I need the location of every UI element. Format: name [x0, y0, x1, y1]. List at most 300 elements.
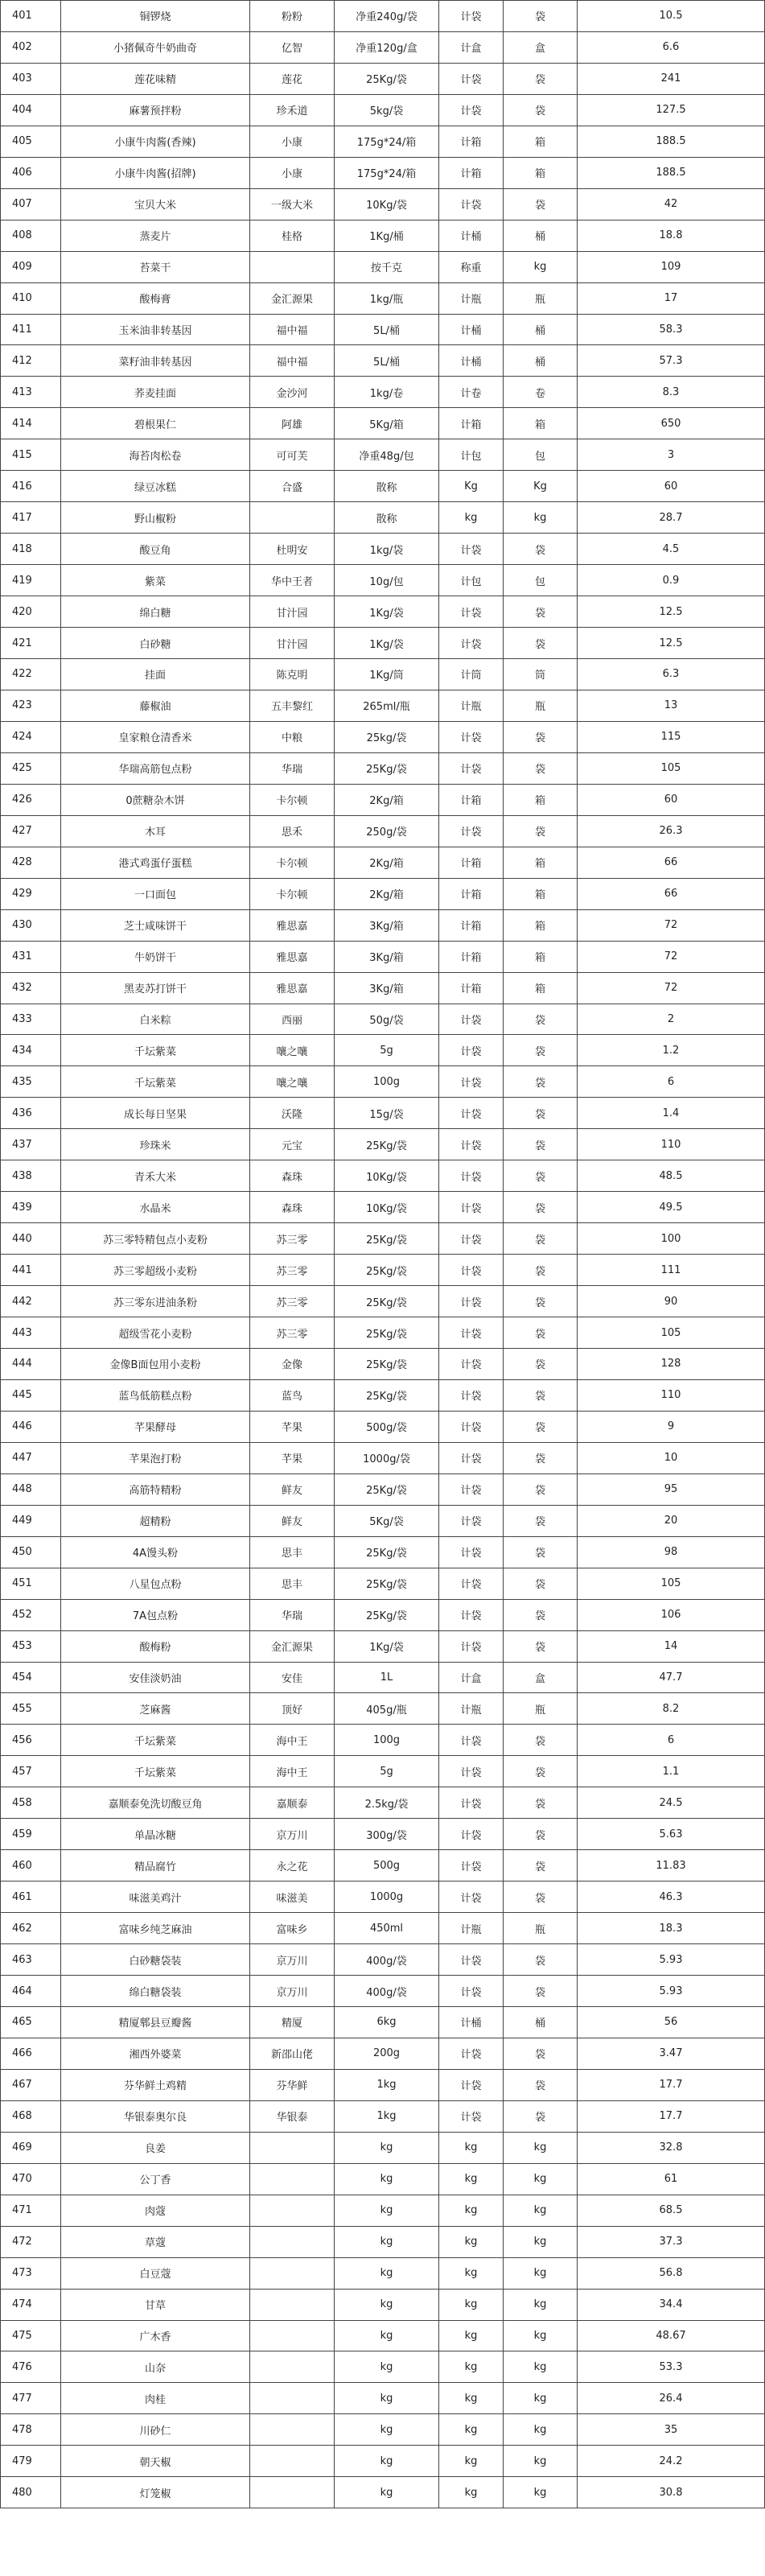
item-price: 34.4 [578, 2289, 765, 2320]
item-number: 401 [1, 1, 61, 32]
item-measure: 计袋 [439, 1850, 504, 1882]
item-name: 玉米油非转基因 [61, 314, 250, 345]
item-number: 434 [1, 1035, 61, 1066]
table-row [1, 2383, 765, 2414]
item-name: 荞麦挂面 [61, 377, 250, 408]
item-spec: 5kg/袋 [335, 94, 439, 126]
item-price: 105 [578, 1568, 765, 1599]
item-name: 水晶米 [61, 1192, 250, 1223]
item-brand: 永之花 [250, 1850, 335, 1882]
item-brand: 一级大米 [250, 188, 335, 220]
item-spec: 200g [335, 2038, 439, 2069]
item-brand: 卡尔顿 [250, 878, 335, 909]
item-price: 12.5 [578, 596, 765, 628]
item-unit: 瓶 [504, 690, 578, 721]
item-price: 14 [578, 1630, 765, 1662]
item-brand [250, 2163, 335, 2195]
table-row [1, 2257, 765, 2289]
item-unit: kg [504, 502, 578, 534]
item-measure: 计袋 [439, 2038, 504, 2069]
item-measure: 计箱 [439, 784, 504, 815]
item-brand: 森珠 [250, 1160, 335, 1192]
item-brand [250, 2320, 335, 2351]
item-brand: 鲜友 [250, 1473, 335, 1505]
item-number: 446 [1, 1411, 61, 1442]
item-unit: kg [504, 2477, 578, 2508]
item-brand: 芊果 [250, 1442, 335, 1473]
item-brand: 五丰黎红 [250, 690, 335, 721]
item-spec: 25Kg/袋 [335, 1255, 439, 1286]
table-row [1, 878, 765, 909]
item-number: 416 [1, 471, 61, 502]
item-number: 428 [1, 847, 61, 878]
item-name: 川砂仁 [61, 2414, 250, 2446]
item-unit: 袋 [504, 63, 578, 94]
item-name: 珍珠米 [61, 1129, 250, 1160]
item-name: 苏三零超级小麦粉 [61, 1255, 250, 1286]
item-name: 公丁香 [61, 2163, 250, 2195]
item-price: 3 [578, 439, 765, 471]
table-row [1, 1756, 765, 1787]
item-unit: 袋 [504, 1160, 578, 1192]
item-unit: 袋 [504, 1192, 578, 1223]
item-number: 470 [1, 2163, 61, 2195]
table-row [1, 377, 765, 408]
item-brand: 苏三零 [250, 1223, 335, 1255]
table-row [1, 1223, 765, 1255]
item-price: 47.7 [578, 1662, 765, 1693]
item-name: 绿豆冰糕 [61, 471, 250, 502]
item-price: 4.5 [578, 534, 765, 565]
table-row [1, 534, 765, 565]
item-number: 454 [1, 1662, 61, 1693]
item-brand: 华中王者 [250, 565, 335, 596]
item-number: 429 [1, 878, 61, 909]
item-name: 精品腐竹 [61, 1850, 250, 1882]
item-name: 白豆蔻 [61, 2257, 250, 2289]
table-row [1, 63, 765, 94]
item-price: 17.7 [578, 2069, 765, 2100]
item-price: 18.8 [578, 220, 765, 251]
item-spec: 1kg [335, 2069, 439, 2100]
item-name: 小康牛肉酱(香辣) [61, 126, 250, 157]
item-unit: 袋 [504, 752, 578, 784]
item-number: 436 [1, 1098, 61, 1129]
item-price: 48.5 [578, 1160, 765, 1192]
item-brand [250, 2383, 335, 2414]
item-brand: 雅思嘉 [250, 972, 335, 1004]
item-spec: 500g/袋 [335, 1411, 439, 1442]
item-spec: 25kg/袋 [335, 721, 439, 752]
item-spec: 2Kg/箱 [335, 878, 439, 909]
item-number: 440 [1, 1223, 61, 1255]
item-price: 17 [578, 282, 765, 314]
table-row [1, 31, 765, 63]
item-price: 106 [578, 1599, 765, 1630]
table-row [1, 1882, 765, 1913]
item-unit: 桶 [504, 314, 578, 345]
item-measure: 计袋 [439, 1348, 504, 1379]
item-unit: 袋 [504, 1599, 578, 1630]
item-measure: 计袋 [439, 1286, 504, 1317]
table-row [1, 1850, 765, 1882]
item-measure: 计桶 [439, 314, 504, 345]
item-unit: 袋 [504, 1787, 578, 1819]
table-row [1, 2038, 765, 2069]
item-name: 黑麦苏打饼干 [61, 972, 250, 1004]
item-spec: 1Kg/桶 [335, 220, 439, 251]
table-row [1, 1630, 765, 1662]
item-price: 24.2 [578, 2446, 765, 2477]
item-price: 8.2 [578, 1693, 765, 1725]
item-unit: 袋 [504, 1317, 578, 1349]
item-brand: 森珠 [250, 1192, 335, 1223]
item-name: 广木香 [61, 2320, 250, 2351]
item-spec: 405g/瓶 [335, 1693, 439, 1725]
item-spec: 净重48g/包 [335, 439, 439, 471]
item-brand: 小康 [250, 126, 335, 157]
item-spec: 50g/袋 [335, 1004, 439, 1035]
item-number: 465 [1, 2007, 61, 2038]
item-measure: 计袋 [439, 815, 504, 847]
item-spec: 5L/桶 [335, 345, 439, 377]
item-spec: 1Kg/袋 [335, 628, 439, 659]
item-spec: 265ml/瓶 [335, 690, 439, 721]
table-row [1, 408, 765, 439]
table-row [1, 1255, 765, 1286]
item-name: 八星包点粉 [61, 1568, 250, 1599]
item-unit: 袋 [504, 1379, 578, 1411]
item-measure: 计袋 [439, 1944, 504, 1976]
item-unit: kg [504, 251, 578, 282]
item-number: 418 [1, 534, 61, 565]
item-unit: kg [504, 2351, 578, 2383]
item-spec: 15g/袋 [335, 1098, 439, 1129]
item-price: 5.63 [578, 1819, 765, 1850]
item-price: 13 [578, 690, 765, 721]
table-row [1, 1505, 765, 1536]
item-spec: 25Kg/袋 [335, 63, 439, 94]
item-price: 42 [578, 188, 765, 220]
item-price: 9 [578, 1411, 765, 1442]
item-spec: kg [335, 2383, 439, 2414]
item-brand: 粉粉 [250, 1, 335, 32]
item-brand: 嚷之嚷 [250, 1035, 335, 1066]
item-spec: 3Kg/箱 [335, 909, 439, 941]
item-price: 109 [578, 251, 765, 282]
item-price: 72 [578, 972, 765, 1004]
table-row [1, 2163, 765, 2195]
item-unit: 袋 [504, 1035, 578, 1066]
item-unit: 袋 [504, 188, 578, 220]
item-brand: 卡尔顿 [250, 784, 335, 815]
item-spec: 1000g/袋 [335, 1442, 439, 1473]
item-name: 绵白糖 [61, 596, 250, 628]
item-measure: 计袋 [439, 1098, 504, 1129]
item-name: 草蔻 [61, 2226, 250, 2257]
table-row [1, 2100, 765, 2132]
item-brand: 合盛 [250, 471, 335, 502]
table-row [1, 471, 765, 502]
item-unit: 袋 [504, 1568, 578, 1599]
item-name: 良姜 [61, 2132, 250, 2163]
item-price: 56 [578, 2007, 765, 2038]
item-number: 433 [1, 1004, 61, 1035]
item-brand: 西丽 [250, 1004, 335, 1035]
table-row [1, 2446, 765, 2477]
item-price: 18.3 [578, 1913, 765, 1944]
item-brand: 芬华鲜 [250, 2069, 335, 2100]
item-measure: 计袋 [439, 2069, 504, 2100]
item-measure: 计袋 [439, 1004, 504, 1035]
item-spec: 2Kg/箱 [335, 847, 439, 878]
item-name: 白砂糖袋装 [61, 1944, 250, 1976]
item-spec: 1Kg/筒 [335, 659, 439, 690]
item-brand: 安佳 [250, 1662, 335, 1693]
item-unit: 袋 [504, 534, 578, 565]
item-number: 455 [1, 1693, 61, 1725]
item-number: 413 [1, 377, 61, 408]
item-number: 409 [1, 251, 61, 282]
item-number: 479 [1, 2446, 61, 2477]
item-name: 铜锣烧 [61, 1, 250, 32]
item-spec: 300g/袋 [335, 1819, 439, 1850]
table-row [1, 565, 765, 596]
item-price: 72 [578, 941, 765, 972]
item-measure: 计箱 [439, 847, 504, 878]
item-unit: 袋 [504, 1411, 578, 1442]
item-name: 富味乡纯芝麻油 [61, 1913, 250, 1944]
item-brand: 甘汁园 [250, 596, 335, 628]
item-unit: kg [504, 2163, 578, 2195]
item-name: 湘西外婆菜 [61, 2038, 250, 2069]
item-price: 95 [578, 1473, 765, 1505]
table-row [1, 2351, 765, 2383]
table-row [1, 972, 765, 1004]
item-measure: 计箱 [439, 941, 504, 972]
item-spec: 净重120g/盒 [335, 31, 439, 63]
table-row [1, 1004, 765, 1035]
item-name: 芝麻酱 [61, 1693, 250, 1725]
item-number: 458 [1, 1787, 61, 1819]
item-price: 188.5 [578, 157, 765, 188]
table-row [1, 847, 765, 878]
table-row [1, 2132, 765, 2163]
item-brand: 金汇源果 [250, 1630, 335, 1662]
item-name: 宝贝大米 [61, 188, 250, 220]
item-name: 超精粉 [61, 1505, 250, 1536]
table-row [1, 1442, 765, 1473]
table-row [1, 1913, 765, 1944]
table-row [1, 2007, 765, 2038]
item-name: 苏三零东进油条粉 [61, 1286, 250, 1317]
item-unit: 袋 [504, 1348, 578, 1379]
item-spec: 3Kg/箱 [335, 941, 439, 972]
item-brand: 莲花 [250, 63, 335, 94]
item-measure: kg [439, 2163, 504, 2195]
item-spec: 25Kg/袋 [335, 1317, 439, 1349]
item-brand: 芊果 [250, 1411, 335, 1442]
item-measure: 计桶 [439, 2007, 504, 2038]
item-measure: kg [439, 2383, 504, 2414]
item-unit: 箱 [504, 847, 578, 878]
item-number: 464 [1, 1976, 61, 2007]
item-unit: 袋 [504, 1066, 578, 1098]
item-spec: 1kg/袋 [335, 534, 439, 565]
item-number: 468 [1, 2100, 61, 2132]
item-price: 66 [578, 847, 765, 878]
table-row [1, 188, 765, 220]
item-number: 471 [1, 2195, 61, 2226]
item-unit: kg [504, 2320, 578, 2351]
item-spec: 散称 [335, 502, 439, 534]
item-number: 422 [1, 659, 61, 690]
item-measure: 计袋 [439, 94, 504, 126]
item-number: 425 [1, 752, 61, 784]
item-unit: kg [504, 2383, 578, 2414]
item-name: 紫菜 [61, 565, 250, 596]
item-price: 1.2 [578, 1035, 765, 1066]
item-name: 芊果酵母 [61, 1411, 250, 1442]
item-brand: 思禾 [250, 815, 335, 847]
item-measure: 计袋 [439, 752, 504, 784]
item-measure: 计箱 [439, 408, 504, 439]
item-name: 莲花味精 [61, 63, 250, 94]
item-price: 650 [578, 408, 765, 439]
item-brand: 桂格 [250, 220, 335, 251]
item-price: 127.5 [578, 94, 765, 126]
item-unit: 卷 [504, 377, 578, 408]
item-unit: 袋 [504, 2100, 578, 2132]
item-unit: 箱 [504, 941, 578, 972]
item-number: 450 [1, 1536, 61, 1568]
item-price: 58.3 [578, 314, 765, 345]
item-measure: 计包 [439, 439, 504, 471]
table-row [1, 1976, 765, 2007]
item-brand: 阿雄 [250, 408, 335, 439]
item-spec: 25Kg/袋 [335, 1599, 439, 1630]
item-measure: 称重 [439, 251, 504, 282]
item-spec: kg [335, 2477, 439, 2508]
item-brand [250, 2289, 335, 2320]
item-number: 404 [1, 94, 61, 126]
item-name: 4A馒头粉 [61, 1536, 250, 1568]
item-spec: kg [335, 2446, 439, 2477]
item-price: 61 [578, 2163, 765, 2195]
item-number: 431 [1, 941, 61, 972]
item-name: 芊果泡打粉 [61, 1442, 250, 1473]
item-brand: 顶好 [250, 1693, 335, 1725]
table-row [1, 659, 765, 690]
item-spec: 500g [335, 1850, 439, 1882]
item-measure: 计袋 [439, 1442, 504, 1473]
item-price: 98 [578, 1536, 765, 1568]
item-brand: 苏三零 [250, 1317, 335, 1349]
item-number: 430 [1, 909, 61, 941]
item-name: 麻薯预拌粉 [61, 94, 250, 126]
item-price: 72 [578, 909, 765, 941]
item-unit: 袋 [504, 94, 578, 126]
table-row [1, 721, 765, 752]
item-number: 445 [1, 1379, 61, 1411]
item-spec: 1kg/瓶 [335, 282, 439, 314]
item-name: 安佳淡奶油 [61, 1662, 250, 1693]
item-name: 挂面 [61, 659, 250, 690]
item-spec: kg [335, 2226, 439, 2257]
item-number: 461 [1, 1882, 61, 1913]
item-name: 绵白糖袋装 [61, 1976, 250, 2007]
item-number: 449 [1, 1505, 61, 1536]
item-name: 成长每日坚果 [61, 1098, 250, 1129]
item-unit: 袋 [504, 815, 578, 847]
item-number: 473 [1, 2257, 61, 2289]
item-name: 味滋美鸡汁 [61, 1882, 250, 1913]
item-price: 17.7 [578, 2100, 765, 2132]
item-price: 48.67 [578, 2320, 765, 2351]
item-spec: 1kg [335, 2100, 439, 2132]
table-row [1, 282, 765, 314]
item-unit: 盒 [504, 31, 578, 63]
item-unit: 袋 [504, 628, 578, 659]
item-price: 10 [578, 1442, 765, 1473]
item-name: 灯笼椒 [61, 2477, 250, 2508]
item-measure: 计箱 [439, 157, 504, 188]
item-brand: 亿智 [250, 31, 335, 63]
item-name: 7A包点粉 [61, 1599, 250, 1630]
item-unit: 袋 [504, 1129, 578, 1160]
item-number: 414 [1, 408, 61, 439]
table-row [1, 1317, 765, 1349]
item-name: 海苔肉松卷 [61, 439, 250, 471]
table-row [1, 1662, 765, 1693]
item-number: 412 [1, 345, 61, 377]
item-spec: 25Kg/袋 [335, 1473, 439, 1505]
table-row [1, 784, 765, 815]
item-number: 423 [1, 690, 61, 721]
item-unit: 箱 [504, 157, 578, 188]
item-number: 403 [1, 63, 61, 94]
item-measure: 计袋 [439, 1568, 504, 1599]
table-row [1, 1348, 765, 1379]
table-row [1, 2414, 765, 2446]
item-measure: 计袋 [439, 534, 504, 565]
table-row [1, 941, 765, 972]
item-measure: 计袋 [439, 1505, 504, 1536]
item-spec: 25Kg/袋 [335, 1286, 439, 1317]
item-measure: 计袋 [439, 188, 504, 220]
item-name: 单晶冰糖 [61, 1819, 250, 1850]
item-brand: 嘉顺泰 [250, 1787, 335, 1819]
item-price: 6.6 [578, 31, 765, 63]
item-price: 24.5 [578, 1787, 765, 1819]
table-row [1, 2195, 765, 2226]
item-number: 453 [1, 1630, 61, 1662]
item-number: 447 [1, 1442, 61, 1473]
item-price: 128 [578, 1348, 765, 1379]
item-price: 5.93 [578, 1976, 765, 2007]
item-name: 碧根果仁 [61, 408, 250, 439]
item-name: 白砂糖 [61, 628, 250, 659]
item-number: 441 [1, 1255, 61, 1286]
table-row [1, 815, 765, 847]
item-unit: 袋 [504, 2069, 578, 2100]
item-name: 菜籽油非转基因 [61, 345, 250, 377]
item-name: 牛奶饼干 [61, 941, 250, 972]
item-price: 111 [578, 1255, 765, 1286]
item-price: 57.3 [578, 345, 765, 377]
item-unit: 袋 [504, 1286, 578, 1317]
item-brand: 鲜友 [250, 1505, 335, 1536]
